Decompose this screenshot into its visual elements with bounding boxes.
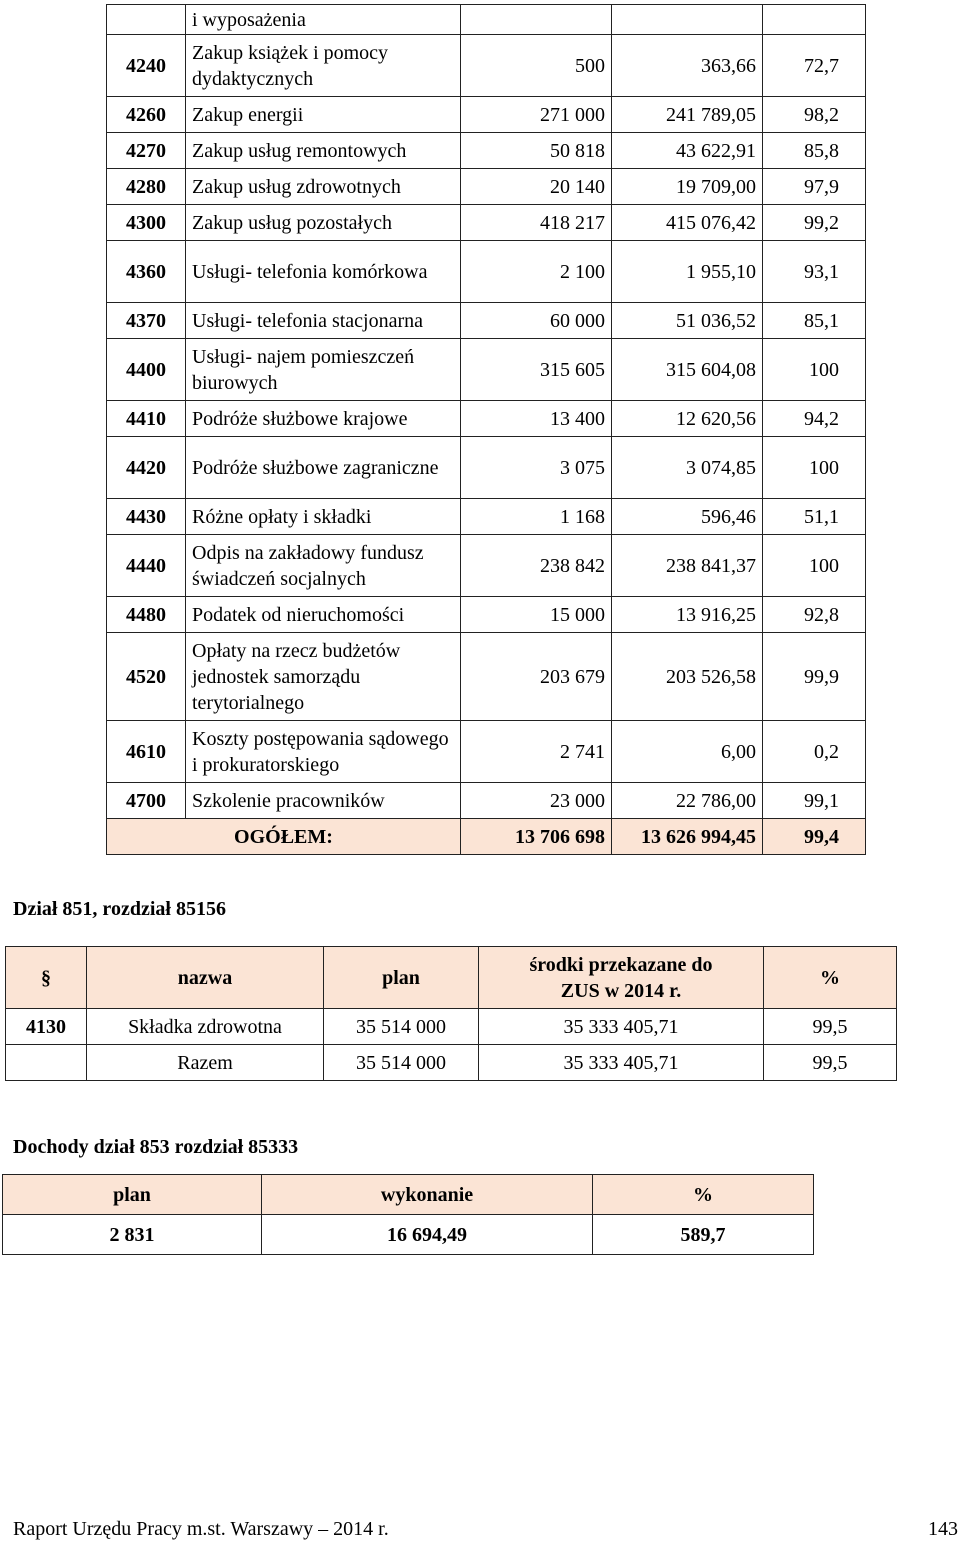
header-plan: plan	[3, 1175, 262, 1215]
cell-execution: 19 709,00	[612, 169, 763, 205]
income-table	[2, 1174, 814, 1255]
section-heading-85333: Dochody dział 853 rozdział 85333	[13, 1136, 299, 1158]
cell-percent: 100	[763, 437, 866, 499]
cell-code	[107, 5, 186, 35]
table-row	[107, 133, 866, 169]
cell-name: Różne opłaty i składki	[186, 499, 461, 535]
cell-code: 4700	[107, 783, 186, 819]
cell-plan	[461, 5, 612, 35]
cell-execution: 363,66	[612, 35, 763, 97]
header-transferred: środki przekazane do ZUS w 2014 r.	[479, 947, 764, 1009]
cell-paragraph: 4130	[6, 1009, 87, 1045]
cell-percent: 85,1	[763, 303, 866, 339]
cell-transferred: 35 333 405,71	[479, 1045, 764, 1081]
cell-name: Odpis na zakładowy fundusz świadczeń socjalnych	[186, 535, 461, 597]
table-row	[107, 5, 866, 35]
cell-percent: 98,2	[763, 97, 866, 133]
cell-execution: 415 076,42	[612, 205, 763, 241]
cell-name: Koszty postępowania sądowego i prokuratorskiego	[186, 721, 461, 783]
cell-percent: 97,9	[763, 169, 866, 205]
cell-code: 4260	[107, 97, 186, 133]
cell-code: 4410	[107, 401, 186, 437]
cell-name: Zakup książek i pomocy dydaktycznych	[186, 35, 461, 97]
table-row	[107, 499, 866, 535]
header-plan: plan	[324, 947, 479, 1009]
cell-percent: 99,5	[764, 1009, 897, 1045]
cell-plan: 2 741	[461, 721, 612, 783]
cell-plan: 60 000	[461, 303, 612, 339]
table-row	[107, 205, 866, 241]
cell-name: Usługi- najem pomieszczeń biurowych	[186, 339, 461, 401]
cell-execution	[612, 5, 763, 35]
cell-execution: 238 841,37	[612, 535, 763, 597]
table-row	[107, 303, 866, 339]
table-row	[107, 169, 866, 205]
table-row	[107, 401, 866, 437]
cell-code: 4270	[107, 133, 186, 169]
cell-name: Razem	[87, 1045, 324, 1081]
cell-plan: 500	[461, 35, 612, 97]
cell-name: Zakup energii	[186, 97, 461, 133]
cell-percent: 100	[763, 339, 866, 401]
cell-name: i wyposażenia	[186, 5, 461, 35]
cell-execution: 1 955,10	[612, 241, 763, 303]
total-plan: 13 706 698	[461, 819, 612, 855]
cell-name: Podróże służbowe zagraniczne	[186, 437, 461, 499]
cell-plan: 15 000	[461, 597, 612, 633]
cell-code: 4400	[107, 339, 186, 401]
cell-plan: 50 818	[461, 133, 612, 169]
cell-code: 4480	[107, 597, 186, 633]
cell-percent	[763, 5, 866, 35]
cell-plan: 13 400	[461, 401, 612, 437]
cell-name: Zakup usług zdrowotnych	[186, 169, 461, 205]
cell-percent: 94,2	[763, 401, 866, 437]
cell-name: Opłaty na rzecz budżetów jednostek samorządu terytorialnego	[186, 633, 461, 721]
table-row	[107, 35, 866, 97]
header-name: nazwa	[87, 947, 324, 1009]
cell-plan: 418 217	[461, 205, 612, 241]
cell-percent: 99,5	[764, 1045, 897, 1081]
cell-code: 4610	[107, 721, 186, 783]
table-row	[6, 1045, 897, 1081]
table-row	[107, 633, 866, 721]
cell-execution: 315 604,08	[612, 339, 763, 401]
cell-execution: 203 526,58	[612, 633, 763, 721]
cell-plan: 20 140	[461, 169, 612, 205]
cell-plan: 35 514 000	[324, 1009, 479, 1045]
cell-name: Szkolenie pracowników	[186, 783, 461, 819]
cell-plan: 1 168	[461, 499, 612, 535]
cell-percent: 72,7	[763, 35, 866, 97]
cell-execution: 51 036,52	[612, 303, 763, 339]
cell-name: Podróże służbowe krajowe	[186, 401, 461, 437]
cell-name: Usługi- telefonia komórkowa	[186, 241, 461, 303]
cell-plan: 3 075	[461, 437, 612, 499]
table-row	[107, 339, 866, 401]
cell-plan: 2 831	[3, 1215, 262, 1255]
total-execution: 13 626 994,45	[612, 819, 763, 855]
cell-execution: 241 789,05	[612, 97, 763, 133]
cell-percent: 99,2	[763, 205, 866, 241]
cell-execution: 43 622,91	[612, 133, 763, 169]
income-table-header	[3, 1175, 814, 1215]
cell-code: 4430	[107, 499, 186, 535]
cell-execution: 13 916,25	[612, 597, 763, 633]
page-number: 143	[928, 1518, 958, 1540]
section-heading-85156: Dział 851, rozdział 85156	[13, 898, 226, 920]
header-paragraph: §	[6, 947, 87, 1009]
cell-plan: 271 000	[461, 97, 612, 133]
cell-percent: 99,9	[763, 633, 866, 721]
footer-report-title: Raport Urzędu Pracy m.st. Warszawy – 2014 r.	[13, 1518, 389, 1540]
header-percent: %	[764, 947, 897, 1009]
cell-percent: 99,1	[763, 783, 866, 819]
cell-plan: 203 679	[461, 633, 612, 721]
cell-name: Usługi- telefonia stacjonarna	[186, 303, 461, 339]
cell-plan: 35 514 000	[324, 1045, 479, 1081]
cell-plan: 23 000	[461, 783, 612, 819]
total-row	[107, 819, 866, 855]
cell-transferred: 35 333 405,71	[479, 1009, 764, 1045]
cell-percent: 51,1	[763, 499, 866, 535]
cell-percent: 85,8	[763, 133, 866, 169]
table-row	[107, 535, 866, 597]
table-row	[107, 97, 866, 133]
cell-execution: 12 620,56	[612, 401, 763, 437]
zus-table-header	[6, 947, 897, 1009]
cell-code: 4360	[107, 241, 186, 303]
total-label: OGÓŁEM:	[107, 819, 461, 855]
cell-plan: 238 842	[461, 535, 612, 597]
cell-code: 4300	[107, 205, 186, 241]
cell-percent: 0,2	[763, 721, 866, 783]
cell-name: Podatek od nieruchomości	[186, 597, 461, 633]
cell-code: 4370	[107, 303, 186, 339]
cell-execution: 6,00	[612, 721, 763, 783]
cell-name: Zakup usług remontowych	[186, 133, 461, 169]
cell-name: Zakup usług pozostałych	[186, 205, 461, 241]
cell-code: 4240	[107, 35, 186, 97]
header-percent: %	[593, 1175, 814, 1215]
expenses-table-body	[107, 5, 866, 855]
header-execution: wykonanie	[262, 1175, 593, 1215]
total-percent: 99,4	[763, 819, 866, 855]
table-row	[107, 597, 866, 633]
cell-code: 4520	[107, 633, 186, 721]
cell-plan: 315 605	[461, 339, 612, 401]
cell-code: 4280	[107, 169, 186, 205]
cell-code: 4440	[107, 535, 186, 597]
table-row	[107, 241, 866, 303]
cell-paragraph	[6, 1045, 87, 1081]
cell-percent: 589,7	[593, 1215, 814, 1255]
table-row	[6, 1009, 897, 1045]
cell-execution: 16 694,49	[262, 1215, 593, 1255]
cell-percent: 93,1	[763, 241, 866, 303]
expenses-table	[106, 4, 866, 855]
cell-plan: 2 100	[461, 241, 612, 303]
table-row	[107, 437, 866, 499]
zus-table	[5, 946, 897, 1081]
cell-execution: 596,46	[612, 499, 763, 535]
cell-name: Składka zdrowotna	[87, 1009, 324, 1045]
cell-execution: 22 786,00	[612, 783, 763, 819]
cell-code: 4420	[107, 437, 186, 499]
table-row	[107, 721, 866, 783]
cell-execution: 3 074,85	[612, 437, 763, 499]
cell-percent: 100	[763, 535, 866, 597]
table-row	[3, 1215, 814, 1255]
cell-percent: 92,8	[763, 597, 866, 633]
table-row	[107, 783, 866, 819]
